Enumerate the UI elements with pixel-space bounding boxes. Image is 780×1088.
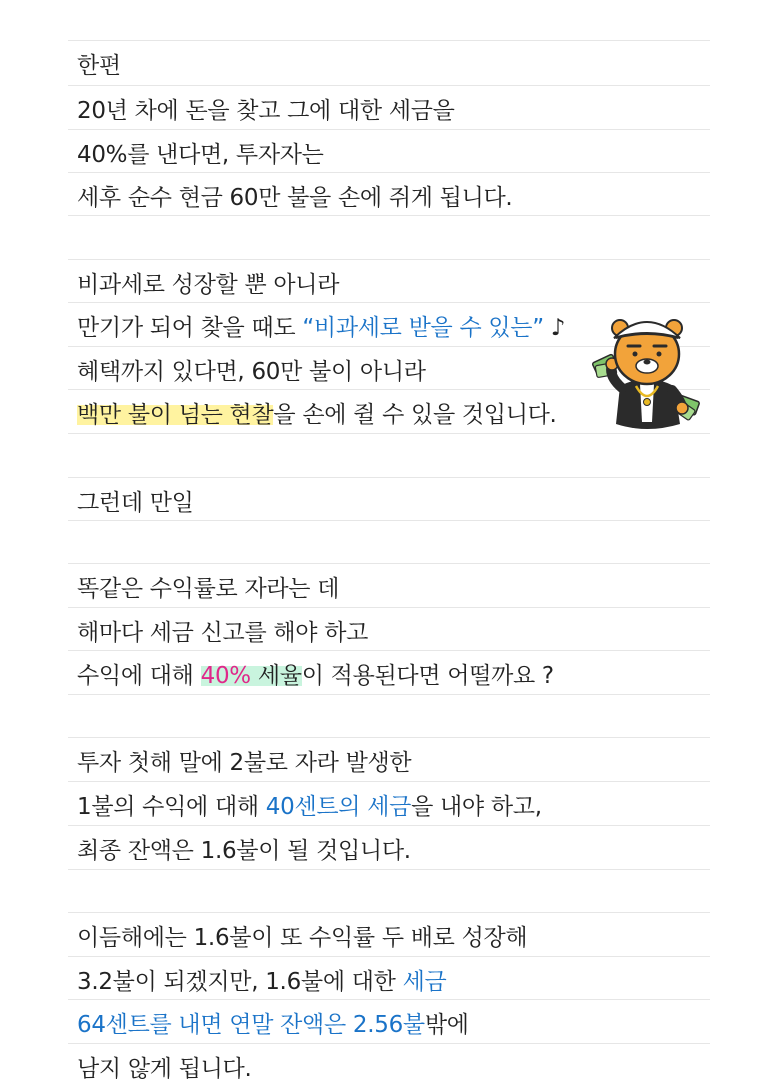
text-line xyxy=(68,781,710,825)
music-note: ♪ xyxy=(543,315,566,341)
highlighted-phrase: 세금 xyxy=(402,969,447,995)
text-segment: 혜택까지 있다면, 60만 불이 아니라 xyxy=(77,359,426,385)
text-line xyxy=(68,477,710,521)
text-line xyxy=(68,825,710,869)
text-segment: 이듬해에는 1.6불이 또 수익률 두 배로 성장해 xyxy=(77,925,528,951)
highlighted-quote: “비과세로 받을 수 있는” xyxy=(302,315,544,341)
text-line xyxy=(68,1043,710,1087)
text-segment: 20년 차에 돈을 찾고 그에 대한 세금을 xyxy=(77,98,455,124)
text-segment: 수익에 대해 xyxy=(77,663,201,689)
text-segment: 남지 않게 됩니다. xyxy=(77,1056,252,1082)
text-segment: 만기가 되어 찾을 때도 xyxy=(77,315,303,341)
highlighted-phrase: 64센트를 내면 연말 잔액은 2.56불 xyxy=(77,1012,425,1038)
text-segment: 세후 순수 현금 60만 불을 손에 쥐게 됩니다. xyxy=(77,185,513,211)
text-segment: 똑같은 수익률로 자라는 데 xyxy=(77,576,340,602)
blank-line xyxy=(68,869,710,913)
text-line xyxy=(68,172,710,216)
text-segment: 그런데 만일 xyxy=(77,490,194,516)
text-line xyxy=(68,737,710,781)
text-segment: 밖에 xyxy=(424,1012,469,1038)
text-line xyxy=(68,650,710,694)
text-line xyxy=(68,85,710,129)
lion-character-sticker-icon xyxy=(592,306,702,434)
text-segment: 한편 xyxy=(77,53,121,79)
text-segment: 최종 잔액은 1.6불이 될 것입니다. xyxy=(77,838,411,864)
text-segment: 해마다 세금 신고를 해야 하고 xyxy=(77,620,369,646)
blank-line xyxy=(68,520,710,564)
tax-rate-label: 세율 xyxy=(250,663,302,689)
text-line xyxy=(68,607,710,651)
text-line xyxy=(68,129,710,173)
text-line xyxy=(68,956,710,1000)
blank-line xyxy=(68,433,710,477)
text-line xyxy=(68,259,710,303)
text-line xyxy=(68,912,710,956)
text-segment: 을 손에 쥘 수 있을 것입니다. xyxy=(273,402,557,428)
highlighted-phrase: 백만 불이 넘는 현찰 xyxy=(77,402,274,428)
blank-line xyxy=(68,215,710,259)
highlighted-phrase: 40센트의 세금 xyxy=(265,794,412,820)
text-segment: 1불의 수익에 대해 xyxy=(77,794,266,820)
text-line xyxy=(68,40,710,84)
text-segment: 비과세로 성장할 뿐 아니라 xyxy=(77,272,340,298)
highlighted-tax-rate xyxy=(201,663,302,689)
text-segment: 을 내야 하고, xyxy=(411,794,542,820)
text-segment: 40%를 낸다면, 투자자는 xyxy=(77,142,324,168)
text-segment: 3.2불이 되겠지만, 1.6불에 대한 xyxy=(77,969,403,995)
text-segment: 투자 첫해 말에 2불로 자라 발생한 xyxy=(77,750,412,776)
blank-line xyxy=(68,694,710,738)
text-segment: 이 적용된다면 어떨까요 ? xyxy=(301,663,554,689)
text-line xyxy=(68,563,710,607)
tax-rate-value: 40% xyxy=(200,663,251,689)
text-line xyxy=(68,999,710,1043)
